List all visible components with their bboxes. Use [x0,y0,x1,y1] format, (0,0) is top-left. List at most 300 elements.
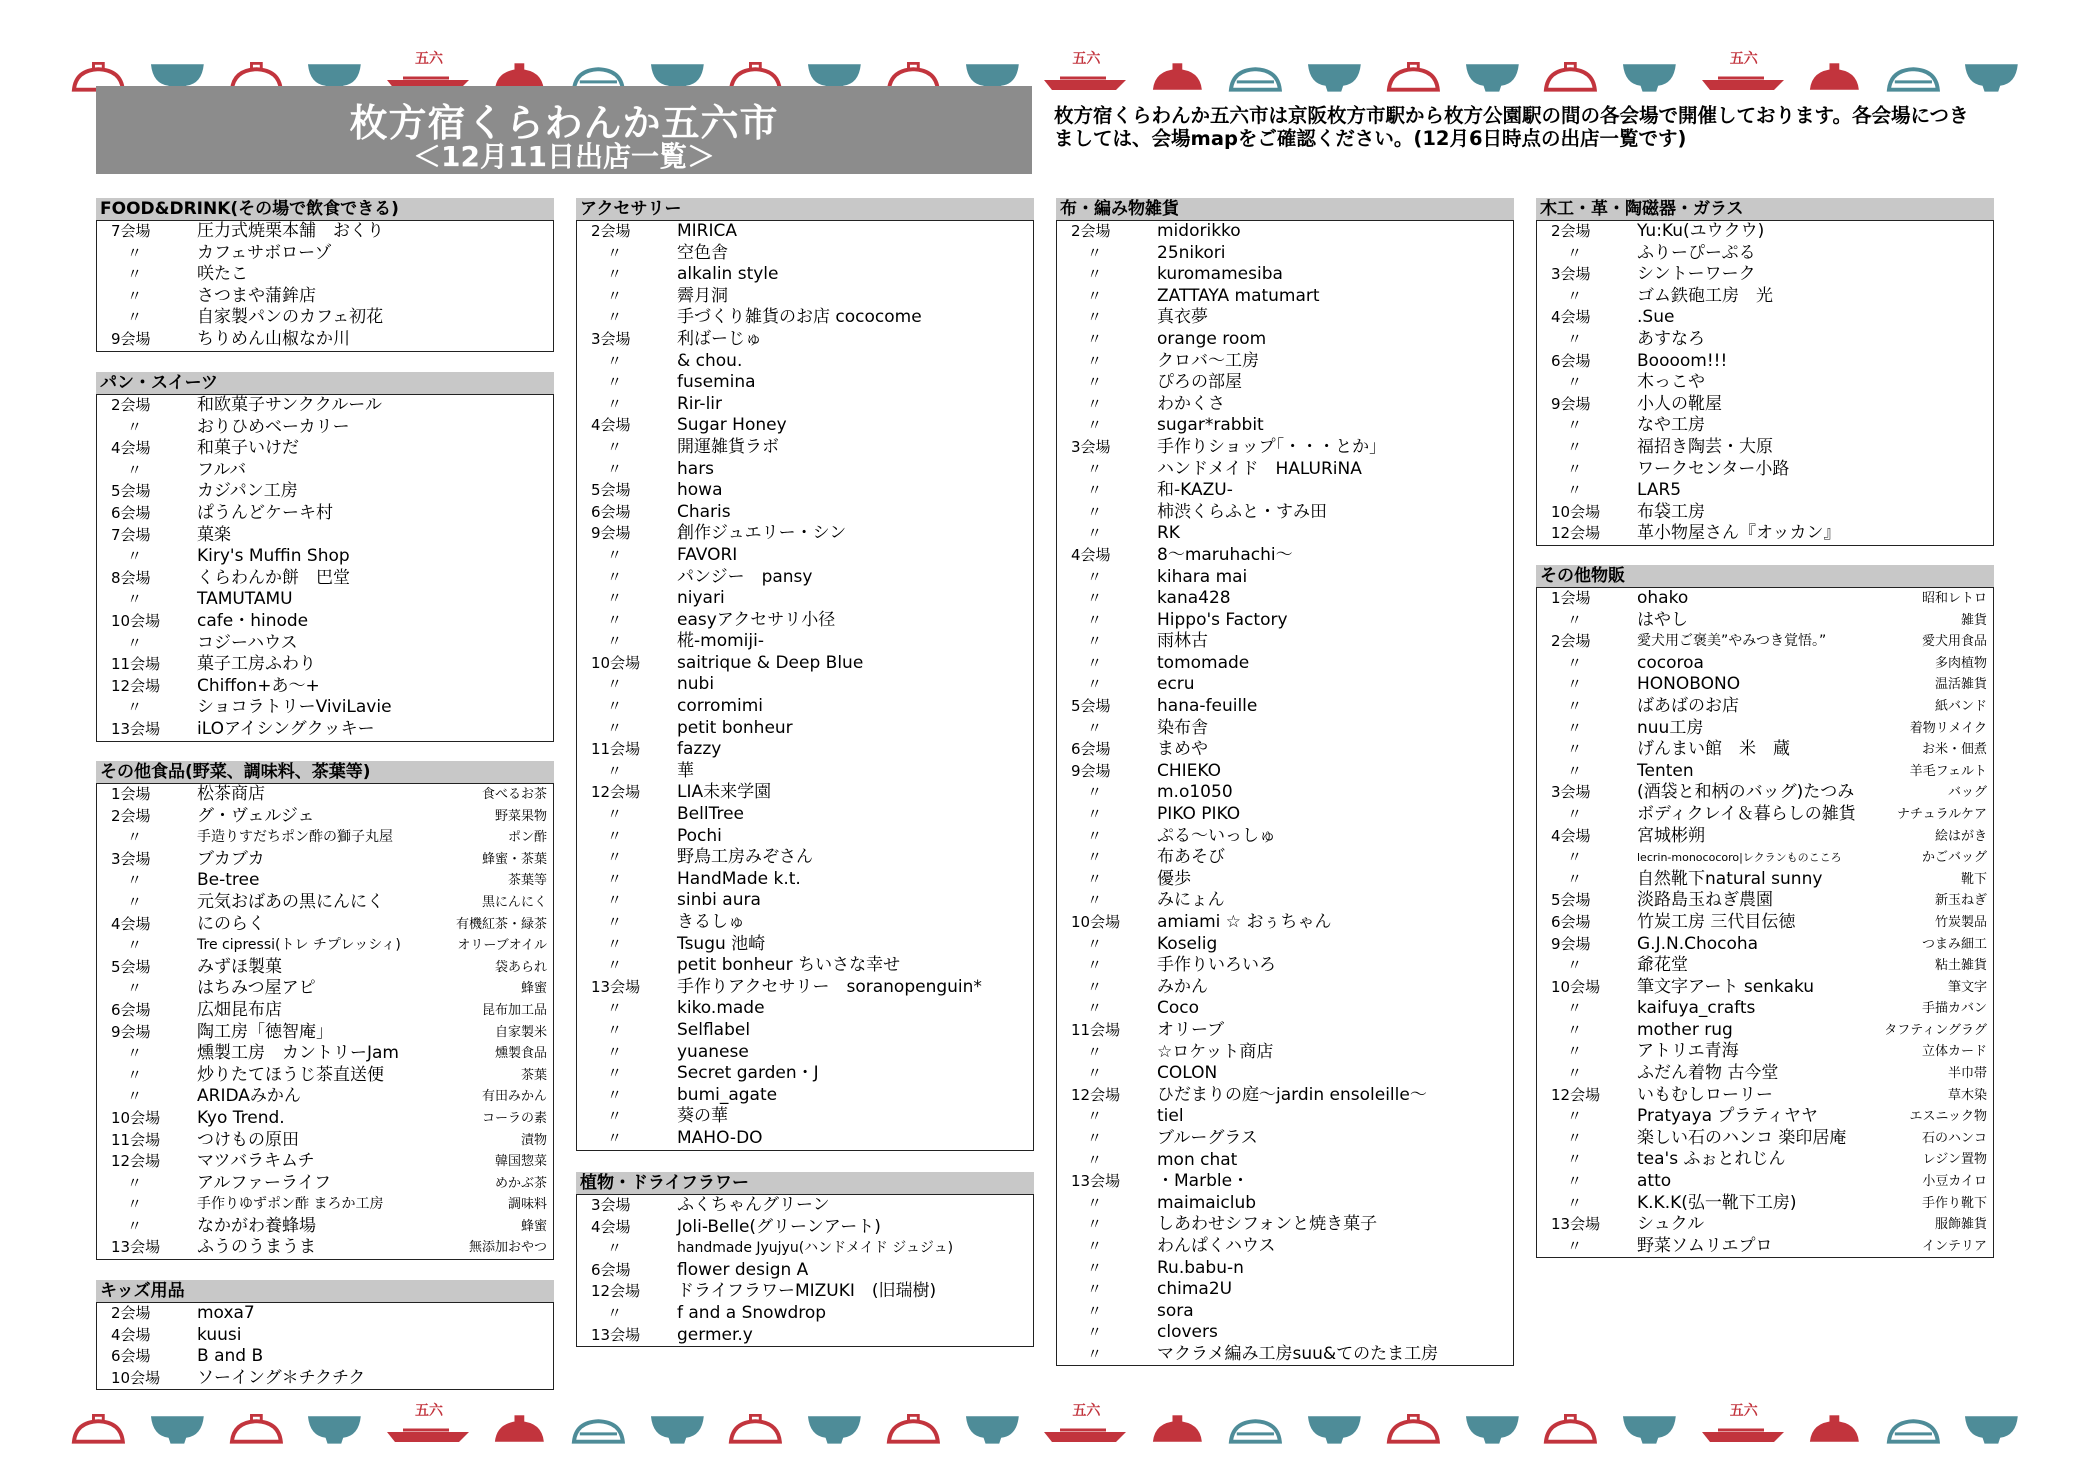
section-other-goods [1536,565,1994,1258]
venue-label: 〃 [1087,1150,1103,1169]
vendor-name: bumi_agate [677,1084,778,1105]
vendor-row [1057,394,1513,416]
bowl-icon [149,1414,206,1444]
logo-text: 五六 [415,1403,443,1419]
venue-label: 12会場 [111,676,161,695]
section-heading: パン・スイーツ [96,372,554,394]
venue-label: 〃 [1087,1042,1103,1061]
vendor-name: あすなろ [1637,328,1705,349]
vendor-name: easyアクセサリ小径 [677,609,836,630]
vendor-row [1057,912,1513,934]
vendor-name: Ru.babu-n [1157,1257,1244,1278]
vendor-name: ちりめん山椒なか川 [197,328,350,349]
venue-label: 〃 [127,265,143,284]
venue-label: 〃 [1087,567,1103,586]
venue-label: 4会場 [591,416,631,435]
vendor-row [577,351,1033,373]
lid-icon [1149,62,1206,92]
venue-label: 〃 [1087,589,1103,608]
vendor-row [577,761,1033,783]
venue-label: 6会場 [1551,351,1591,370]
vendor-name: つけもの原田 [197,1129,299,1150]
venue-label: 〃 [1087,329,1103,348]
vendor-name: MIRICA [677,221,738,241]
lid-icon [1806,62,1863,92]
vendor-row [1057,523,1513,545]
vendor-name: orange room [1157,328,1267,349]
vendor-row [577,1238,1033,1260]
vendor-name: カフェサボローゾ [197,242,332,263]
vendor-row [97,611,553,633]
section-heading: その他物販 [1536,565,1994,587]
venue-label: 4会場 [111,439,151,458]
vendor-row [1537,1171,1993,1193]
vendor-row [577,955,1033,977]
vendor-name: 8～maruhachi～ [1157,544,1293,565]
vendor-name: 手造りすだちポン酢の獅子丸屋 [197,829,393,846]
product-category: 雑貨 [1960,612,1987,628]
venue-label: 〃 [1087,351,1103,370]
vendor-row [1057,459,1513,481]
vendor-row [1537,1106,1993,1128]
vendor-row [1537,674,1993,696]
vendor-row [1537,329,1993,351]
venue-label: 3会場 [1551,265,1591,284]
section-heading: 植物・ドライフラワー [576,1172,1034,1194]
vendor-row [1057,739,1513,761]
venue-label: 〃 [1567,761,1583,780]
vendor-row [97,1151,553,1173]
venue-label: 〃 [1087,1193,1103,1212]
intro-text: 枚方宿くらわんか五六市は京阪枚方市駅から枚方公園駅の間の各会場で開催しております。各会場につきましては、会場mapをご確認ください。(12月6日時点の出店一覧です) [1054,104,1969,150]
vendor-row [1057,718,1513,740]
vendor-row [1057,480,1513,502]
vendor-row [97,1368,553,1390]
vendor-row [1537,1063,1993,1085]
vendor-name: (酒袋と和柄のバッグ)たつみ [1637,782,1855,803]
venue-label: 7会場 [111,222,151,240]
vendor-name: 木っこや [1637,372,1705,393]
venue-label: 〃 [607,1042,623,1061]
bowl-icon [1464,62,1521,92]
vendor-row [577,1063,1033,1085]
venue-label: 12会場 [591,1282,641,1301]
venue-label: 9会場 [1551,394,1591,413]
vendor-name: げんまい館 米 蔵 [1637,739,1790,760]
vendor-row [1057,1085,1513,1107]
vendor-name: sinbi aura [677,890,761,911]
gorokuichi-logo [1042,48,1126,92]
vendor-row [577,1260,1033,1282]
venue-label: 13会場 [1071,1172,1121,1191]
venue-label: 〃 [607,1128,623,1147]
vendor-row [1537,718,1993,740]
vendor-row [1057,1171,1513,1193]
venue-label: 6会場 [111,1347,151,1366]
vendor-row [1057,847,1513,869]
venue-label: 12会場 [1551,524,1601,543]
vendor-name: くらわんか餅 巴堂 [197,567,350,588]
bowl-icon [1621,62,1678,92]
vendor-name: グ・ヴェルジェ [197,805,315,826]
vendor-name: petit bonheur [677,717,793,738]
vendor-list [96,1302,554,1390]
vendor-name: sora [1157,1300,1194,1321]
vendor-name: 雨林古 [1157,631,1208,652]
product-category: 筆文字 [1947,979,1987,995]
venue-label: 〃 [1567,696,1583,715]
vendor-name: mon chat [1157,1149,1238,1170]
lid-icon [491,1414,548,1444]
vendor-name: saitrique & Deep Blue [677,652,864,673]
vendor-row [97,1216,553,1238]
venue-label: 〃 [607,1020,623,1039]
vendor-name: tomomade [1157,652,1250,673]
vendor-name: ハンドメイド HALURiNA [1157,458,1362,479]
bowl-icon [1963,1414,2020,1444]
product-category: 無添加おやつ [468,1240,547,1256]
vendor-name: 爺花堂 [1637,955,1688,976]
vendor-row [97,697,553,719]
vendor-list [576,1194,1034,1347]
vendor-name: ばあばのお店 [1637,695,1739,716]
vendor-name: Pochi [677,825,722,846]
vendor-name: コジーハウス [197,632,298,653]
product-category: 食べるお茶 [481,787,547,802]
vendor-name: 野鳥工房みぞさん [677,847,813,868]
vendor-row [97,417,553,439]
vendor-row [1537,1020,1993,1042]
vendor-row [577,1195,1033,1217]
vendor-row [1057,977,1513,999]
vendor-name: ゴム鉄砲工房 光 [1637,285,1773,306]
product-category: 靴下 [1960,871,1987,887]
venue-label: 〃 [607,761,623,780]
vendor-name: ボディクレイ＆暮らしの雑貨 [1637,803,1856,824]
vendor-row [97,460,553,482]
vendor-row [1537,869,1993,891]
title-banner [96,86,1032,174]
vendor-name: 霽月洞 [677,285,728,306]
venue-label: 5会場 [591,481,631,500]
vendor-name: Kiry's Muffin Shop [197,546,350,567]
venue-label: 〃 [127,417,143,436]
vendor-row [1537,912,1993,934]
venue-label: 1会場 [1551,589,1591,607]
vendor-name: わかくさ [1157,393,1225,414]
vendor-name: clovers [1157,1322,1218,1343]
vendor-name: alkalin style [677,264,779,285]
vendor-name: niyari [677,588,725,609]
product-category: タフティングラグ [1884,1022,1987,1038]
vendor-name: flower design A [677,1259,809,1280]
vendor-name: 手作りアクセサリー soranopenguin* [677,976,982,997]
venue-label: 〃 [607,243,623,262]
vendor-name: Joli-Belle(グリーンアート) [677,1216,881,1237]
vendor-row [97,1130,553,1152]
vendor-row [577,890,1033,912]
vendor-row [1537,934,1993,956]
venue-label: 3会場 [1551,783,1591,802]
vendor-row [1537,696,1993,718]
venue-label: 6会場 [1551,912,1591,931]
vendor-row [577,1106,1033,1128]
vendor-name: 炒りたてほうじ茶直送便 [197,1064,384,1085]
venue-label: 〃 [607,675,623,694]
vendor-name: マツバラキムチ [197,1151,315,1172]
vendor-name: Kyo Trend. [197,1107,285,1128]
venue-label: 〃 [1567,1128,1583,1147]
vendor-list [1536,220,1994,546]
vendor-row [1537,826,1993,848]
venue-label: 9会場 [111,1022,151,1041]
venue-label: 10会場 [111,1108,161,1127]
vendor-row [577,1085,1033,1107]
venue-label: 6会場 [111,503,151,522]
venue-label: 〃 [1567,329,1583,348]
vendor-row [1057,674,1513,696]
venue-label: 〃 [607,718,623,737]
vendor-name: アトリエ青海 [1637,1041,1739,1062]
venue-label: 〃 [1567,373,1583,392]
product-category: 韓国惣菜 [494,1154,547,1170]
bowl-icon [1227,62,1284,92]
vendor-name: 手作りショップ｢・・・とか｣ [1157,436,1378,457]
venue-label: 13会場 [591,1325,641,1344]
product-category: 昆布加工品 [481,1002,547,1018]
vendor-row [577,415,1033,437]
vendor-row [97,1173,553,1195]
venue-label: 〃 [1087,373,1103,392]
venue-label: 〃 [127,460,143,479]
product-category: 蜂蜜 [520,1218,547,1234]
section-food-drink [96,198,554,352]
venue-label: 〃 [1087,459,1103,478]
vendor-row [1057,567,1513,589]
product-category: 羊毛フェルト [1909,763,1987,779]
venue-label: 〃 [1087,481,1103,500]
bowl-icon [1621,1414,1678,1444]
product-category: 自家製米 [494,1024,547,1040]
vendor-name: ぴろの部屋 [1157,372,1242,393]
vendor-row [97,286,553,308]
section-heading: アクセサリー [576,198,1034,220]
venue-label: 〃 [607,632,623,651]
bowl-icon [570,1414,627,1444]
vendor-name: Pratyaya プラティヤヤ [1637,1106,1819,1127]
venue-label: 〃 [1567,675,1583,694]
vendor-list [96,394,554,742]
vendor-row [97,1325,553,1347]
product-category: ポン酢 [507,830,547,846]
vendor-name: HONOBONO [1637,674,1741,695]
vendor-row [97,654,553,676]
venue-label: 〃 [1087,1107,1103,1126]
vendor-row [1057,869,1513,891]
vendor-row [577,804,1033,826]
vendor-name: 手づくり雑貨のお店 cococome [677,307,922,328]
vendor-name: fusemina [677,372,756,393]
vendor-row [97,957,553,979]
product-category: 茶葉 [520,1067,547,1083]
vendor-row [577,394,1033,416]
product-category: 茶葉等 [507,873,547,889]
vendor-row [97,1000,553,1022]
vendor-name: みにょん [1157,890,1225,911]
vendor-name: fazzy [677,739,722,760]
gorokuichi-logo [1700,1400,1784,1444]
vendor-name: まめや [1157,739,1208,760]
venue-label: 9会場 [591,524,631,543]
bowl-icon [806,1414,863,1444]
product-category: エスニック物 [1909,1109,1987,1125]
vendor-row [577,653,1033,675]
vendor-name: Charis [677,501,731,522]
vendor-name: ecru [1157,674,1195,695]
gorokuichi-logo [1042,1400,1126,1444]
vendor-name: わんぱくハウス [1157,1235,1276,1256]
product-category: 手描カバン [1921,1001,1987,1017]
vendor-row [577,934,1033,956]
venue-label: 10会場 [591,653,641,672]
vendor-name: 自然靴下natural sunny [1637,868,1823,889]
vendor-name: 菓子工房ふわり [197,654,316,675]
venue-label: 〃 [607,1085,623,1104]
vendor-name: 菓楽 [197,524,231,545]
venue-label: 〃 [607,891,623,910]
venue-label: 〃 [127,547,143,566]
vendor-name: はちみつ屋アピ [197,978,316,999]
venue-label: 〃 [607,567,623,586]
vendor-name: 松茶商店 [197,784,265,804]
vendor-row [97,546,553,568]
vendor-name: Tenten [1637,760,1694,781]
vendor-name: lecrin-monococoro|レクランものこころ [1637,851,1842,865]
vendor-name: 葵の華 [677,1106,728,1127]
vendor-name: クロバ～工房 [1157,350,1259,371]
lid-icon [1542,62,1599,92]
vendor-row [97,676,553,698]
venue-label: 〃 [1567,1150,1583,1169]
vendor-row [1057,1193,1513,1215]
product-category: 温活雑貨 [1934,677,1987,693]
vendor-row [1057,1322,1513,1344]
vendor-row [1537,1236,1993,1258]
venue-label: 7会場 [111,525,151,544]
vendor-name: kihara mai [1157,566,1248,587]
vendor-row [1057,588,1513,610]
bowl-icon [1885,1414,1942,1444]
vendor-name: Tsugu 池崎 [677,933,766,954]
venue-label: 〃 [127,698,143,717]
venue-label: 6会場 [591,502,631,521]
vendor-name: Yu:Ku(ユウクウ) [1637,221,1765,241]
vendor-row [1057,372,1513,394]
vendor-row [577,437,1033,459]
product-category: 昭和レトロ [1921,591,1987,606]
vendor-name: TAMUTAMU [197,589,293,610]
venue-label: 3会場 [1071,437,1111,456]
vendor-row [577,286,1033,308]
vendor-name: いもむしローリー [1637,1084,1773,1105]
vendor-name: きるしゅ [677,912,745,932]
venue-label: 〃 [1087,243,1103,262]
vendor-name: ワークセンター小路 [1637,458,1790,479]
vendor-row [1057,1063,1513,1085]
vendor-row [97,525,553,547]
vendor-row [1057,264,1513,286]
vendor-name: ふくちゃんグリーン [677,1195,830,1215]
vendor-row [97,1346,553,1368]
vendor-list [96,220,554,352]
product-category: 半巾帯 [1947,1066,1987,1082]
vendor-row [1057,1236,1513,1258]
vendor-name: ふりーぴーぷる [1637,242,1756,263]
vendor-row [577,1217,1033,1239]
vendor-name: LIA未来学園 [677,782,772,803]
vendor-name: tiel [1157,1106,1184,1127]
vendor-name: ARIDAみかん [197,1086,301,1107]
vendor-row [1057,998,1513,1020]
vendor-name: 愛犬用ご褒美”やみつき覚悟。” [1637,633,1827,650]
logo-text: 五六 [1072,1403,1101,1419]
vendor-row [1537,588,1993,610]
vendor-row [577,826,1033,848]
vendor-row [1537,307,1993,329]
vendor-name: sugar*rabbit [1157,415,1264,436]
venue-label: 〃 [127,936,143,955]
vendor-name: ドライフラワーMIZUKI (旧瑞樹) [677,1281,937,1302]
vendor-name: Be-tree [197,870,260,891]
vendor-name: はやし [1637,609,1688,630]
venue-label: 11会場 [1071,1020,1121,1039]
venue-label: 2会場 [591,222,631,240]
vendor-name: 燻製工房 カントリーJam [197,1043,399,1064]
vendor-name: cafe・hinode [197,610,309,631]
vendor-row [97,719,553,741]
vendor-name: 椛-momiji- [677,631,764,652]
venue-label: 〃 [607,373,623,392]
section-heading: FOOD&DRINK(その場で飲食できる) [96,198,554,220]
vendor-row [1057,955,1513,977]
venue-label: 13会場 [1551,1215,1601,1234]
venue-label: 〃 [127,1065,143,1084]
vendor-row [577,782,1033,804]
venue-label: 3会場 [111,849,151,868]
vendor-name: ・Marble・ [1157,1171,1250,1192]
vendor-name: 染布舎 [1157,717,1208,738]
vendor-name: kaifuya_crafts [1637,998,1756,1019]
vendor-row [97,1108,553,1130]
vendor-row [1537,1149,1993,1171]
vendor-row [97,849,553,871]
vendor-row [97,221,553,243]
vendor-name: Hippo's Factory [1157,609,1288,630]
vendor-row [1057,243,1513,265]
vendor-name: iLOアイシングクッキー [197,718,375,739]
section-heading: その他食品(野菜、調味料、茶葉等) [96,761,554,783]
bowl-icon [964,1414,1021,1444]
venue-label: 6会場 [111,1000,151,1019]
vendor-name: シュクル [1637,1214,1705,1235]
vendor-name: mother rug [1637,1019,1733,1040]
venue-label: 〃 [1087,826,1103,845]
venue-label: 〃 [1087,1236,1103,1255]
venue-label: 〃 [607,848,623,867]
lid-icon [1149,1414,1206,1444]
product-category: 有機紅茶・緑茶 [455,916,547,932]
vendor-name: ブルーグラス [1157,1127,1258,1148]
